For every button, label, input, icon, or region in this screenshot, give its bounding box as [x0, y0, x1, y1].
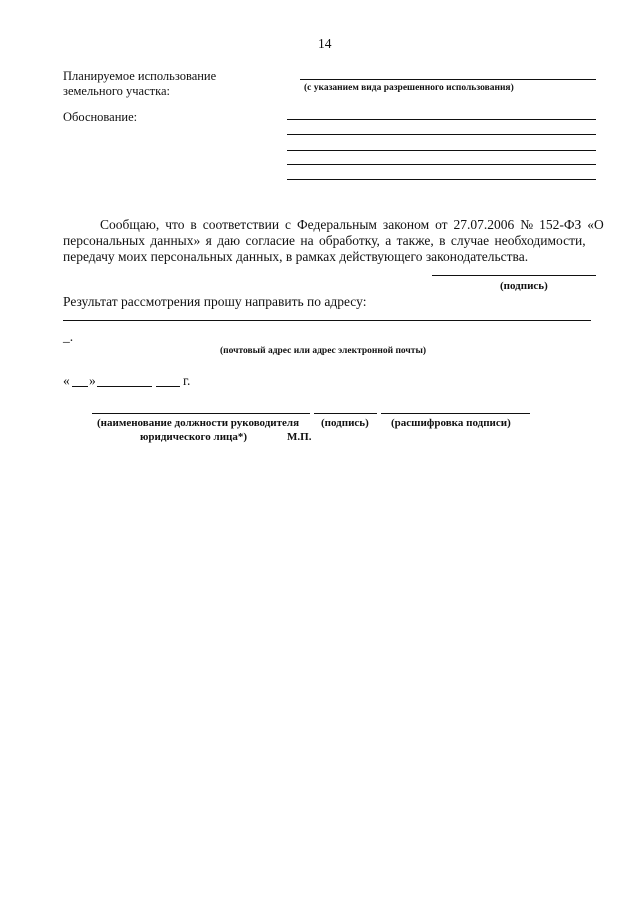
stamp-label: М.П. — [287, 431, 312, 443]
date-year-field[interactable] — [156, 386, 180, 387]
land-use-label-line1: Планируемое использование — [63, 69, 217, 83]
decoding-field-line[interactable] — [381, 413, 530, 414]
justification-field-line-1[interactable] — [287, 119, 596, 120]
land-use-field-line[interactable] — [300, 79, 596, 80]
position-caption-line2: юридического лица*) — [140, 431, 248, 443]
justification-field-line-3[interactable] — [287, 150, 596, 151]
date-close-quote: » — [89, 373, 96, 388]
justification-label: Обоснование: — [63, 110, 138, 124]
result-address-dot: _. — [63, 329, 74, 344]
decoding-caption: (расшифровка подписи) — [391, 417, 511, 429]
page-number: 14 — [318, 36, 332, 51]
land-use-label-line2: земельного участка: — [63, 84, 171, 98]
result-address-label: Результат рассмотрения прошу направить по адресу: — [63, 294, 367, 309]
date-year-suffix: г. — [183, 373, 191, 388]
position-field-line[interactable] — [92, 413, 310, 414]
consent-line-2: персональных данных» я даю согласие на обработку, а также, в случае необходимости, — [63, 233, 586, 248]
land-use-caption: (с указанием вида разрешенного использования) — [304, 83, 514, 93]
justification-field-line-5[interactable] — [287, 179, 596, 180]
date-month-field[interactable] — [97, 386, 152, 387]
justification-field-line-2[interactable] — [287, 134, 596, 135]
date-day-field[interactable] — [72, 386, 88, 387]
signature-caption: (подпись) — [321, 417, 369, 429]
result-address-line[interactable] — [63, 320, 591, 321]
justification-field-line-4[interactable] — [287, 164, 596, 165]
result-address-caption: (почтовый адрес или адрес электронной почты) — [220, 346, 427, 356]
position-caption-line1: (наименование должности руководителя — [97, 417, 300, 429]
signature-field-line[interactable] — [314, 413, 377, 414]
consent-line-3: передачу моих персональных данных, в рамках действующего законодательства. — [63, 249, 529, 264]
consent-signature-line[interactable] — [432, 275, 596, 276]
consent-signature-caption: (подпись) — [500, 280, 548, 292]
consent-line-1: Сообщаю, что в соответствии с Федеральным законом от 27.07.2006 № 152-ФЗ «О — [100, 217, 604, 232]
date-open-quote: « — [63, 373, 70, 388]
